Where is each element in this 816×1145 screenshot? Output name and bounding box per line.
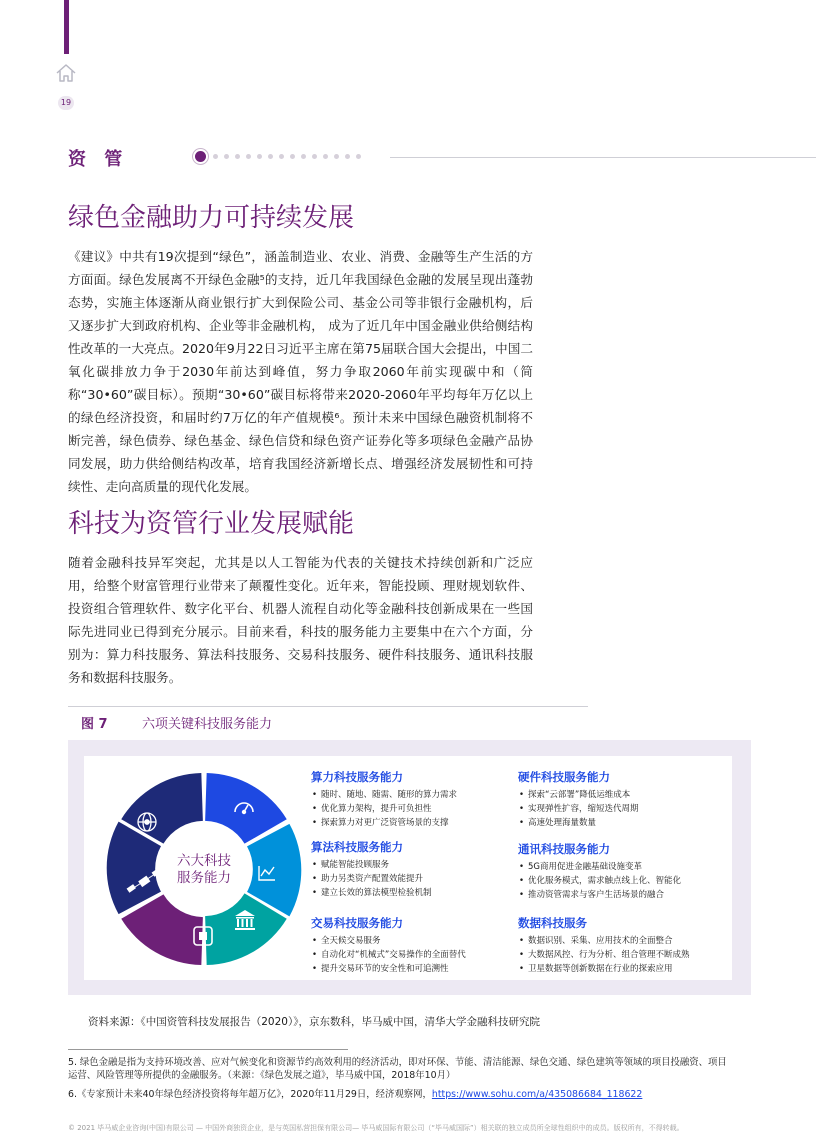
service-item: • 高速处理海量数量 xyxy=(518,816,639,830)
progress-dot[interactable] xyxy=(246,154,251,159)
progress-dot[interactable] xyxy=(290,154,295,159)
service-item: • 优化算力架构，提升可负担性 xyxy=(311,802,457,816)
section-label: 资 管 xyxy=(68,149,129,170)
service-title: 算法科技服务能力 xyxy=(311,840,403,854)
accent-bar xyxy=(64,0,69,54)
progress-dot[interactable] xyxy=(224,154,229,159)
figure-title: 六项关键科技服务能力 xyxy=(142,717,273,732)
footnote-6 xyxy=(68,1088,728,1101)
footnote-5: 5. 绿色金融是指为支持环境改善、应对气候变化和资源节约高效利用的经济活动，即对环保、节能、清洁能源、绿色交通、绿色建筑等领域的项目投融资、项目运营、风险管理等所提供的金融服务。（来源：《绿色发展之道》，毕马威中国，2018年10月） xyxy=(68,1057,727,1081)
service-item: • 数据识别、采集、应用技术的全面整合 xyxy=(518,934,690,948)
service-block-data xyxy=(518,915,690,976)
service-item: • 大数据风控、行为分析、组合管理不断成熟 xyxy=(518,948,690,962)
section2-title: 科技为资管行业发展赋能 xyxy=(68,509,355,539)
section2-body: 随着金融科技异军突起，尤其是以人工智能为代表的关键技术持续创新和广泛应用，给整个财富管理行业带来了颠覆性变化。近年来，智能投顾、理财规划软件、投资组合管理软件、数字化平台、机器人流程自动化等金融科技创新成果在一些国际先进同业已得到充分展示。目前来看，科技的服务能力主要集中在六个方面，分别为：算力科技服务、算法科技服务、交易科技服务、硬件科技服务、通讯科技服务和数据科技服务。 xyxy=(68,555,533,685)
service-item: • 推动资管需求与客户生活场景的融合 xyxy=(518,888,681,902)
progress-dot[interactable] xyxy=(301,154,306,159)
progress-dot[interactable] xyxy=(213,154,218,159)
service-title: 算力科技服务能力 xyxy=(311,770,403,784)
wheel-center-label-line2: 服务能力 xyxy=(177,870,231,886)
wheel-center xyxy=(159,824,249,914)
service-item: • 建立长效的算法模型检验机制 xyxy=(311,886,432,900)
header-rule xyxy=(390,157,816,158)
service-item: • 探索算力对更广泛资管场景的支撑 xyxy=(311,816,457,830)
service-block-hardware xyxy=(518,769,639,830)
service-title: 数据科技服务 xyxy=(518,916,587,930)
service-item: • 赋能智能投顾服务 xyxy=(311,858,432,872)
service-block-algorithm xyxy=(311,839,432,900)
service-item: • 卫星数据等创新数据在行业的探索应用 xyxy=(518,962,690,976)
footnote-6-link[interactable]: https://www.sohu.com/a/435086684_118622 xyxy=(431,1089,643,1100)
section1-title: 绿色金融助力可持续发展 xyxy=(68,203,355,233)
footnote-rule xyxy=(68,1049,348,1050)
progress-dot[interactable] xyxy=(268,154,273,159)
progress-dot[interactable] xyxy=(279,154,284,159)
page-number: 19 xyxy=(58,96,74,110)
copyright: © 2021 毕马威企业咨询(中国)有限公司 — 中国外商独资企业，是与英国私营担保有限公司— 毕马威国际有限公司（“毕马威国际”）相关联的独立成员所全球性组织中的成员。版权所有，不得转载。 xyxy=(68,1124,684,1132)
progress-dot[interactable] xyxy=(257,154,262,159)
service-title: 通讯科技服务能力 xyxy=(518,842,610,856)
progress-dot[interactable] xyxy=(356,154,361,159)
progress-dot[interactable] xyxy=(312,154,317,159)
progress-dot[interactable] xyxy=(334,154,339,159)
progress-dot[interactable] xyxy=(345,154,350,159)
service-item: • 全天候交易服务 xyxy=(311,934,466,948)
wheel-center-label-line1: 六大科技 xyxy=(177,853,231,869)
service-item: • 助力另类资产配置效能提升 xyxy=(311,872,432,886)
service-item: • 随时、随地、随需、随形的算力需求 xyxy=(311,788,457,802)
service-title: 硬件科技服务能力 xyxy=(518,770,610,784)
figure-rule xyxy=(68,706,588,707)
section1-body: 《建议》中共有19次提到“绿色”，涵盖制造业、农业、消费、金融等生产生活的方方面面。绿色发展离不开绿色金融⁵的支持，近几年我国绿色金融的发展呈现出蓬勃态势，实施主体逐渐从商业银行扩大到保险公司、基金公司等非银行金融机构，后又逐步扩大到政府机构、企业等非金融机构， 成为了近几年中国金融业供给侧结构性改革的一大亮点。2020年9月22日习近平主席在第75届联合国大会提出，中国二氧化碳排放力争于2030年前达到峰值，努力争取2060年前实现碳中和（简称“30•60”碳目标）。预期“30•60”碳目标将带来2020-2060年平均每年万亿以上的绿色经济投资，和届时约7万亿的年产值规模⁶。预计未来中国绿色融资机制将不断完善，绿色债券、绿色基金、绿色信贷和绿色资产证券化等多项绿色金融产品协同发展，助力供给侧结构改革，培育我国经济新增长点、增强经济发展韧性和可持续性、走向高质量的现代化发展。 xyxy=(68,249,533,494)
service-block-communication xyxy=(518,841,681,902)
figure-source: 资料来源：《中国资管科技发展报告（2020）》，京东数科，毕马威中国，清华大学金融科技研究院 xyxy=(88,1016,540,1028)
progress-dot[interactable] xyxy=(323,154,328,159)
home-icon[interactable] xyxy=(55,62,77,84)
footnote-6-text: 6.《专家预计未来40年绿色经济投资将每年超万亿》，2020年11月29日，经济观察网， xyxy=(68,1089,432,1100)
service-item: • 优化服务模式，需求触点线上化、智能化 xyxy=(518,874,681,888)
page-progress-dots xyxy=(192,149,367,163)
service-item: • 实现弹性扩容，缩短迭代周期 xyxy=(518,802,639,816)
service-item: • 自动化对“机械式”交易操作的全面替代 xyxy=(311,948,466,962)
progress-dot-active[interactable] xyxy=(195,151,206,162)
service-item: • 提升交易环节的安全性和可追溯性 xyxy=(311,962,466,976)
service-item: • 5G商用促进金融基础设施变革 xyxy=(518,860,681,874)
service-title: 交易科技服务能力 xyxy=(311,916,403,930)
service-item: • 探索“云部署”降低运维成本 xyxy=(518,788,639,802)
services-wheel xyxy=(105,770,303,968)
progress-dot[interactable] xyxy=(235,154,240,159)
figure-number: 图 7 xyxy=(81,717,108,732)
service-block-trading xyxy=(311,915,466,976)
service-block-compute xyxy=(311,769,457,830)
